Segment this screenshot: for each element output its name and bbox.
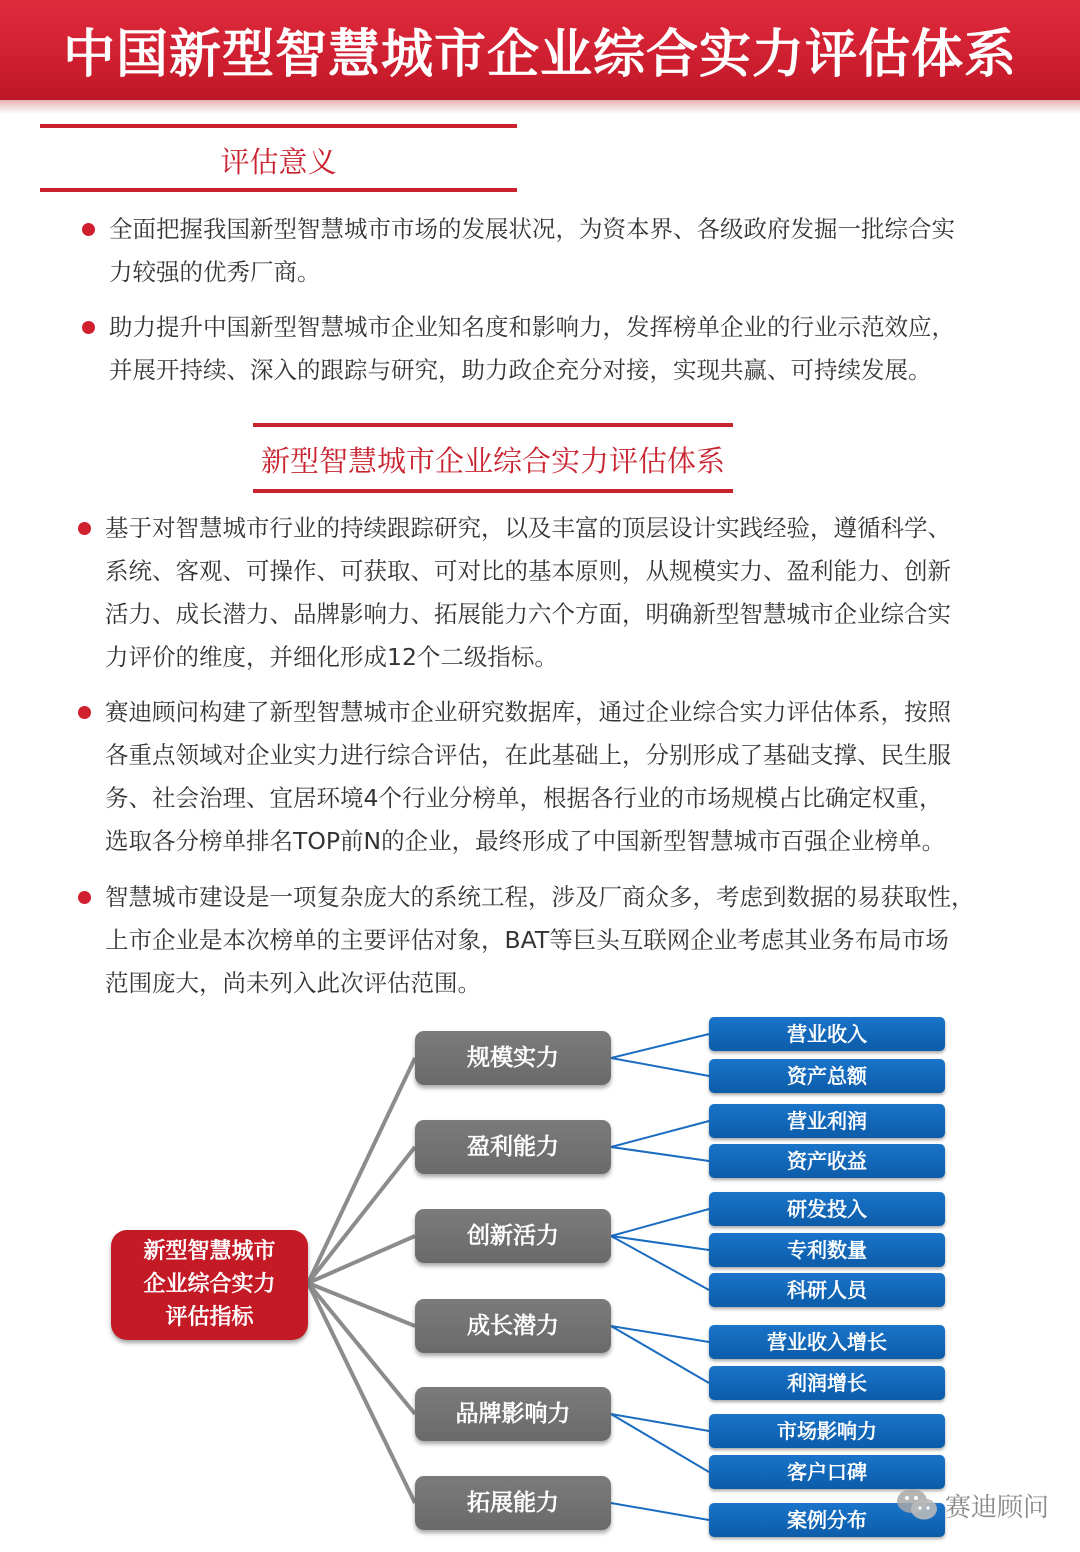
indicator-node: 营业收入增长 [709, 1325, 945, 1359]
category-node: 成长潜力 [415, 1299, 611, 1353]
indicator-node: 资产总额 [709, 1059, 945, 1093]
indicator-node: 营业利润 [709, 1104, 945, 1138]
wechat-icon [895, 1487, 939, 1523]
indicator-node: 研发投入 [709, 1192, 945, 1226]
leaf-connector [611, 1034, 709, 1058]
bullet-line: 系统、客观、可操作、可获取、可对比的基本原则，从规模实力、盈利能力、创新 [105, 557, 951, 585]
bullet-line: 选取各分榜单排名TOP前N的企业，最终形成了中国新型智慧城市百强企业榜单。 [105, 827, 946, 855]
indicator-node: 资产收益 [709, 1144, 945, 1178]
bullet-line: 上市企业是本次榜单的主要评估对象，BAT等巨头互联网企业考虑其业务布局市场 [105, 926, 949, 954]
page-title: 中国新型智慧城市企业综合实力评估体系 [62, 25, 1017, 85]
leaf-connector [611, 1209, 709, 1236]
indicator-node: 市场影响力 [709, 1414, 945, 1448]
root-node-line: 企业综合实力 [143, 1272, 276, 1297]
bullet-line: 力较强的优秀厂商。 [109, 258, 321, 286]
category-node: 规模实力 [415, 1031, 611, 1085]
bullet-line: 并展开持续、深入的跟踪与研究，助力政企充分对接，实现共赢、可持续发展。 [109, 356, 932, 384]
root-node-line: 评估指标 [165, 1305, 254, 1330]
leaf-connectors [611, 1034, 709, 1520]
indicator-node: 利润增长 [709, 1366, 945, 1400]
indicator-node: 营业收入 [709, 1017, 945, 1051]
bullet-line: 全面把握我国新型智慧城市市场的发展状况，为资本界、各级政府发掘一批综合实 [109, 215, 955, 243]
section-heading-text: 新型智慧城市企业综合实力评估体系 [260, 444, 725, 478]
bullet-line: 助力提升中国新型智慧城市企业知名度和影响力，发挥榜单企业的行业示范效应， [109, 313, 955, 341]
root-connectors [308, 1058, 415, 1503]
watermark [895, 1480, 1049, 1530]
indicator-node: 案例分布 [709, 1503, 945, 1537]
bullet-line: 智慧城市建设是一项复杂庞大的系统工程，涉及厂商众多，考虑到数据的易获取性， [105, 883, 975, 911]
bullet-line: 活力、成长潜力、品牌影响力、拓展能力六个方面，明确新型智慧城市企业综合实 [105, 600, 951, 628]
category-node: 盈利能力 [415, 1120, 611, 1174]
bullet-line: 赛迪顾问构建了新型智慧城市企业研究数据库，通过企业综合实力评估体系，按照 [105, 698, 951, 726]
root-node [111, 1230, 308, 1340]
indicator-node: 科研人员 [709, 1273, 945, 1307]
section-heading-text: 评估意义 [220, 145, 337, 179]
category-node: 品牌影响力 [415, 1387, 611, 1441]
bullet-line: 力评价的维度，并细化形成12个二级指标。 [105, 643, 558, 671]
bullet-line: 各重点领域对企业实力进行综合评估，在此基础上，分别形成了基础支撑、民生服 [105, 741, 951, 769]
bullet-line: 范围庞大，尚未列入此次评估范围。 [105, 969, 481, 997]
leaf-connector [611, 1121, 709, 1147]
leaf-connector [611, 1058, 709, 1076]
indicator-node: 专利数量 [709, 1233, 945, 1267]
leaf-connector [611, 1236, 709, 1290]
bullet-line: 基于对智慧城市行业的持续跟踪研究，以及丰富的顶层设计实践经验，遵循科学、 [105, 514, 951, 542]
leaf-connector [611, 1503, 709, 1520]
category-node: 创新活力 [415, 1209, 611, 1263]
leaf-connector [611, 1147, 709, 1161]
category-node: 拓展能力 [415, 1476, 611, 1530]
indicator-node: 客户口碑 [709, 1455, 945, 1489]
watermark-text: 赛迪顾问 [945, 1492, 1050, 1523]
bullet-line: 务、社会治理、宜居环境4个行业分榜单，根据各行业的市场规模占比确定权重， [105, 784, 943, 812]
root-node-line: 新型智慧城市 [143, 1239, 276, 1264]
